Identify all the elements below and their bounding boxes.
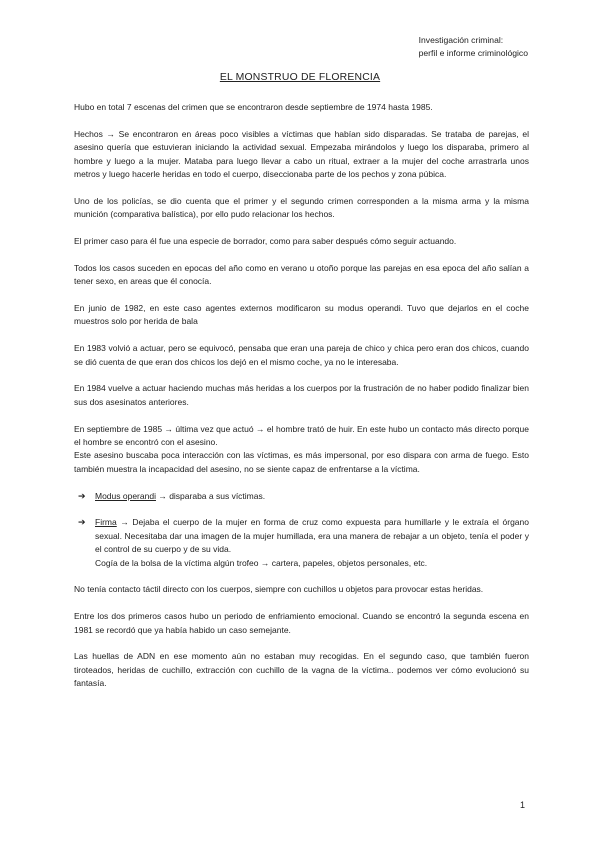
arrow-bullet-icon: ➔ xyxy=(78,490,86,501)
document-body xyxy=(74,101,529,704)
paragraph-impersonal: Este asesino buscaba poca interacción con las víctimas, es más impersonal, por eso dispara con arma de fuego. Esto también muestra la incapacidad del asesino, no se siente capaz de enfrentarse a la víctima. xyxy=(74,450,529,474)
bullet-text-trofeo: Cogía de la bolsa de la víctima algún trofeo → cartera, papeles, objetos personales, etc. xyxy=(95,557,428,568)
bullet-term-firma: Firma xyxy=(95,517,117,528)
bullet-text-modus-operandi: → disparaba a sus víctimas. xyxy=(155,490,266,501)
header-line-1: Investigación criminal: xyxy=(418,35,504,45)
paragraph-hechos: Hechos → Se encontraron en áreas poco visibles a víctimas que habían sido disparadas. Se trataba de parejas, el asesino quería que estuvieran iniciando la actividad sexual. Empezaba mirándolos y luego los disparaba, primero al hombre y luego a la mujer. Mataba para luego llevar a cabo un ritual, extraer a la mujer del coche arrastrarla unos metros y luego hacerle heridas en todo el cuerpo, diseccionaba parte de los pechos y zona púbica. xyxy=(74,128,529,180)
paragraph-1984: En 1984 vuelve a actuar haciendo muchas más heridas a los cuerpos por la frustración de no haber podido finalizar bien sus dos asesinatos anteriores. xyxy=(74,383,529,407)
paragraph-seasons: Todos los casos suceden en epocas del año como en verano u otoño porque las parejas en esa epoca del año salían a tener sexo, en areas que él conocía. xyxy=(74,262,529,287)
paragraph-first-case: El primer caso para él fue una especie de borrador, como para saber después cómo seguir actuando. xyxy=(74,236,457,247)
header-line-2: perfil e informe criminológico xyxy=(418,48,528,58)
paragraph-no-contact: No tenía contacto táctil directo con los cuerpos, siempre con cuchillos u objetos para provocar estas heridas. xyxy=(74,584,484,595)
paragraph-cooling: Entre los dos primeros casos hubo un periodo de enfriamiento emocional. Cuando se encontró la segunda escena en 1981 se recordó que ya había habido un caso semejante. xyxy=(74,611,529,635)
paragraph-1983: En 1983 volvió a actuar, pero se equivocó, pensaba que eran una pareja de chico y chica pero eran dos chicos, cuando se dió cuenta de que eran dos chicos los dejó en el mismo coche, ya no le interesaba. xyxy=(74,343,529,367)
page-number: 1 xyxy=(519,800,525,810)
paragraph-ballistics: Uno de los policías, se dio cuenta que el primer y el segundo crimen corresponden a la misma arma y la misma munición (comparativa balística), por ello pudo relacionar los hechos. xyxy=(74,195,529,220)
bullet-term-modus-operandi: Modus operandi xyxy=(95,490,156,501)
page-header xyxy=(419,34,528,60)
bullet-firma xyxy=(74,516,529,570)
arrow-bullet-icon: ➔ xyxy=(78,517,86,528)
paragraph-1985: En septiembre de 1985 → última vez que actuó → el hombre trató de huir. En este hubo un contacto más directo porque el hombre se encontró con el asesino. xyxy=(74,423,529,448)
bullet-text-firma: → Dejaba el cuerpo de la mujer en forma de cruz como expuesta para humillarle y le extraía el órgano sexual. Necesitaba dar una imagen de la mujer humillada, era una manera de rebajar a un objeto, tenía el poder y el control de su cuerpo y de su vida. xyxy=(95,517,529,555)
document-title: EL MONSTRUO DE FLORENCIA xyxy=(219,72,381,83)
paragraph-dna: Las huellas de ADN en ese momento aún no estaban muy recogidas. En el segundo caso, que también fueron tiroteados, heridas de cuchillo, extracción con cuchillo de la vagna de la víctima.. podemos ver cómo evolucionó su fantasía. xyxy=(74,651,529,689)
paragraph-total-scenes: Hubo en total 7 escenas del crimen que se encontraron desde septiembre de 1974 hasta 1985. xyxy=(74,102,433,112)
paragraph-1982: En junio de 1982, en este caso agentes externos modificaron su modus operandi. Tuvo que dejarlos en el coche muestros solo por herida de bala xyxy=(74,303,529,327)
bullet-modus-operandi xyxy=(74,490,529,503)
